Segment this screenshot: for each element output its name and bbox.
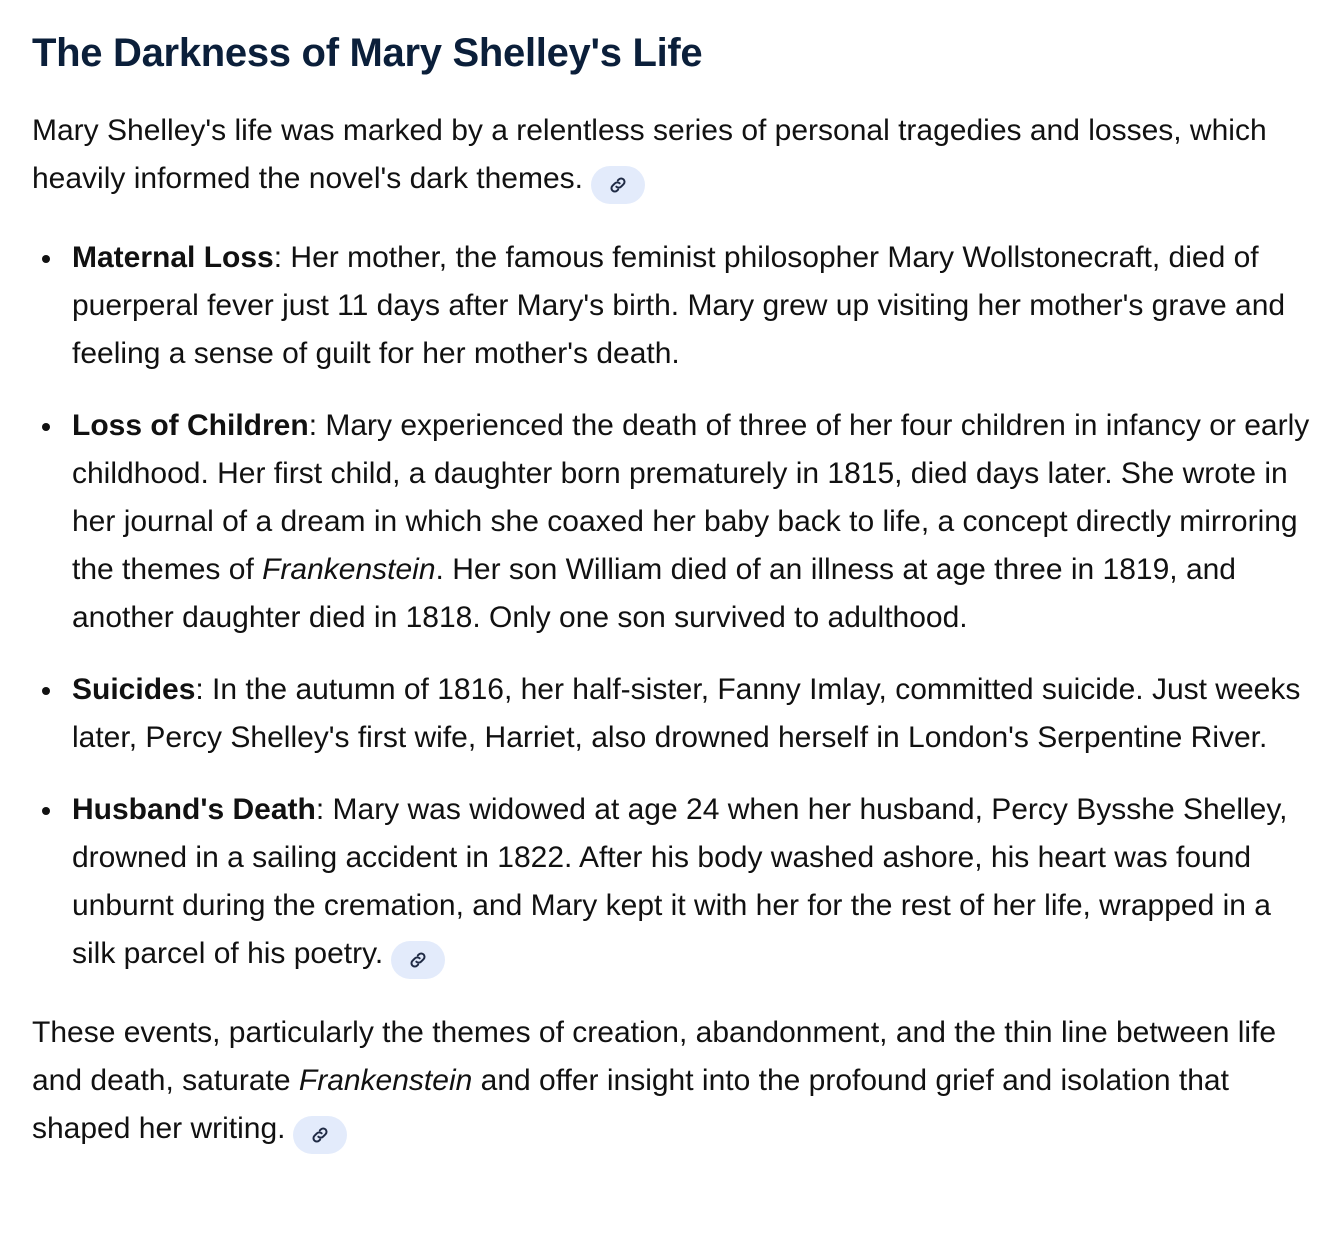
- list-item-text: : Mary was widowed at age 24 when her husband, Percy Bysshe Shelley, drowned in a sailing accident in 1822. After his body washed ashore, his heart was found unburnt during the cremation, and Mary kept it with her for the rest of her life, wrapped in a silk parcel of his poetry.: [72, 793, 1288, 970]
- citation-link-button[interactable]: [591, 166, 645, 204]
- link-icon: [608, 175, 628, 195]
- closing-text: and offer insight into the profound grief and isolation that shaped her writing.: [32, 1064, 1229, 1145]
- list-item-term: Loss of Children: [72, 409, 309, 442]
- tragedy-list: [32, 234, 1322, 979]
- link-icon: [310, 1125, 330, 1145]
- article: [32, 28, 1322, 1154]
- list-item-term: Suicides: [72, 673, 196, 706]
- list-item-text: : In the autumn of 1816, her half-sister, Fanny Imlay, committed suicide. Just weeks later, Percy Shelley's first wife, Harriet, also drowned herself in London's Serpentine River.: [72, 673, 1301, 754]
- list-item-term: Maternal Loss: [72, 241, 274, 274]
- list-item-text: : Mary experienced the death of three of her four children in infancy or early childhood. Her first child, a daughter born prematurely in 1815, died days later. She wrote in her journal of a dream in which she coaxed her baby back to life, a concept directly mirroring the themes of: [72, 409, 1310, 586]
- list-item-term: Husband's Death: [72, 793, 316, 826]
- book-title: Frankenstein: [298, 1064, 473, 1097]
- citation-link-button[interactable]: [293, 1116, 347, 1154]
- list-item: [72, 666, 1322, 762]
- list-item: [72, 402, 1322, 642]
- link-icon: [408, 950, 428, 970]
- list-item-text: . Her son William died of an illness at age three in 1819, and another daughter died in 1818. Only one son survived to adulthood.: [72, 553, 1236, 634]
- book-title: Frankenstein: [262, 553, 436, 586]
- intro-paragraph: [32, 107, 1322, 204]
- list-item: [72, 234, 1322, 378]
- list-item-text: : Her mother, the famous feminist philosopher Mary Wollstonecraft, died of puerperal fever just 11 days after Mary's birth. Mary grew up visiting her mother's grave and feeling a sense of guilt for her mother's death.: [72, 241, 1286, 370]
- citation-link-button[interactable]: [391, 941, 445, 979]
- page-title: The Darkness of Mary Shelley's Life: [32, 31, 703, 75]
- intro-text: Mary Shelley's life was marked by a relentless series of personal tragedies and losses, which heavily informed the novel's dark themes.: [32, 114, 1267, 195]
- closing-text: These events, particularly the themes of creation, abandonment, and the thin line between life and death, saturate: [32, 1016, 1277, 1097]
- closing-paragraph: [32, 1009, 1322, 1154]
- list-item: [72, 786, 1322, 979]
